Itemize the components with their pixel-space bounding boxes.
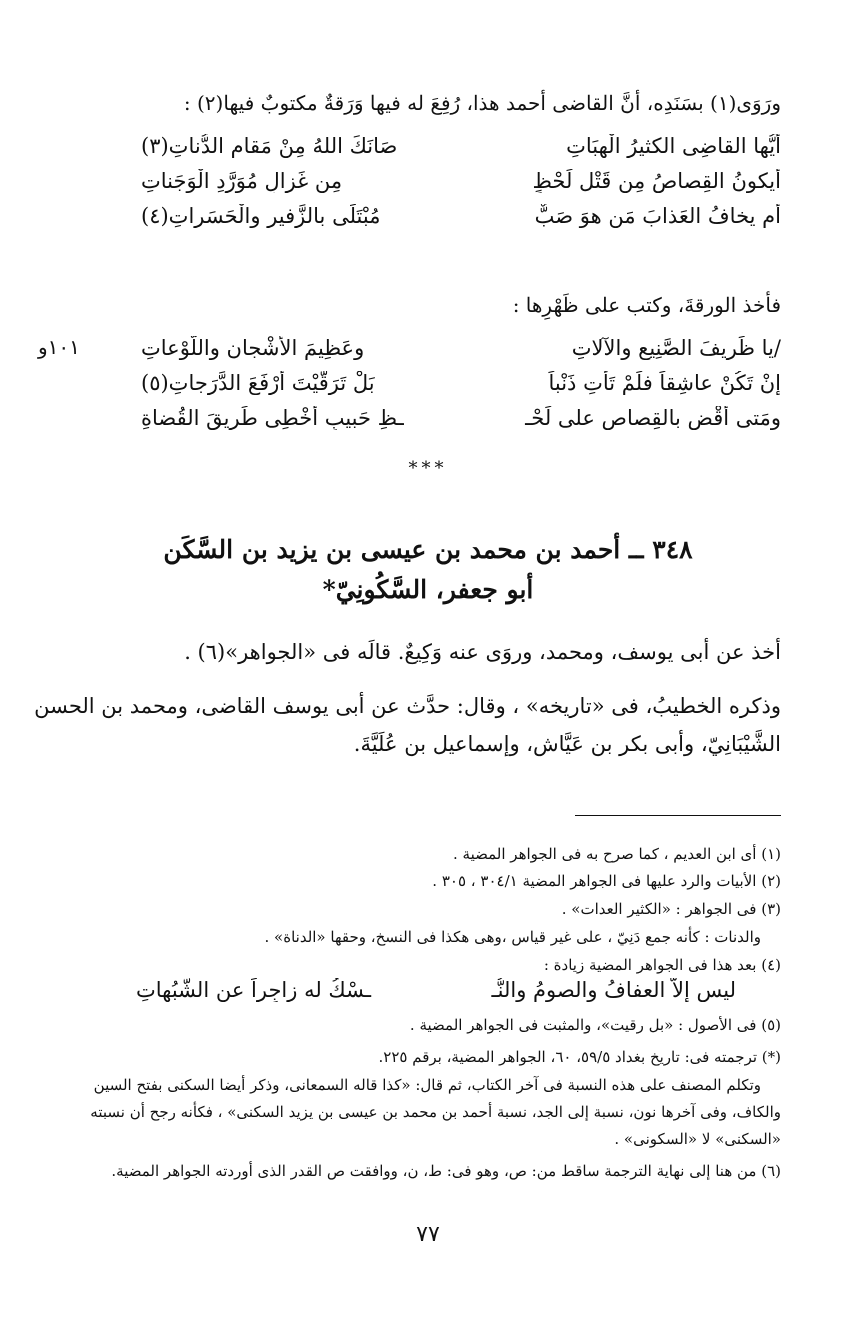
- footnote: (*) ترجمته فى: تاريخ بغداد ٥٩/٥، ٦٠، الجواهر المضية، برقم ٢٢٥.: [378, 1048, 781, 1066]
- footnote-continuation: «السكنى» لا «السكونى» .: [614, 1130, 781, 1148]
- verse-line: [141, 365, 781, 400]
- verse-line: [141, 400, 781, 435]
- verse-line: [141, 163, 781, 198]
- folio-margin-note: ١٠١و: [38, 335, 80, 359]
- body-paragraph: وذكره الخطيبُ، فى «تاريخه» ، وقال: حدَّث عن أبى يوسف القاضى، ومحمد بن الحسن: [34, 694, 781, 718]
- verse-second-hemistich: ـظِ حَبيبٍ أُخْطِى طَرِيقَ القُضاةِ: [141, 405, 404, 430]
- footnote-continuation: والدنات : كأنه جمع دَنِيّ ، على غير قياس ،وهى هكذا فى النسخ، وحقها «الدناة» .: [264, 928, 761, 946]
- entry-title: ٣٤٨ ــ أحمد بن محمد بن عيسى بن يزيد بن السَّكَن: [163, 535, 693, 564]
- intro-line: ورَوَى(١) بسَنَدِه، أنَّ القاضى أحمد هذا، رُفِعَ له فيها وَرَقةٌ مكتوبٌ فيها(٢) :: [183, 91, 781, 115]
- verse-second-hemistich: صَانَكَ اللهُ مِنْ مَقامِ الدُّناتِ(٣): [141, 133, 398, 158]
- verse-second-hemistich: ـسْكُ له زاجِراً عن الشُّبُهاتِ: [136, 978, 371, 1002]
- footnote-verse: [136, 978, 736, 1002]
- verse-line: [141, 128, 781, 163]
- page-number: ٧٧: [416, 1222, 440, 1247]
- footnote: (٣) فى الجواهر : «الكثير العدات» .: [561, 900, 781, 918]
- verse-second-hemistich: بَلْ تَرَقَّيْتَ أرْفَعَ الدَّرَجاتِ(٥): [141, 370, 375, 395]
- footnote: (٤) بعد هذا فى الجواهر المضية زيادة :: [543, 956, 781, 974]
- footnote: (٦) من هنا إلى نهاية الترجمة ساقط من: ص، وهو فى: ط، ن، ووافقت ص القدر الذى أوردته الجواهر المضية.: [111, 1162, 781, 1180]
- verse-line: [141, 198, 781, 233]
- verse-first-hemistich: ليس إلاَّ العفافُ والصومُ والنُّـ: [491, 978, 736, 1002]
- entry-subtitle: أبو جعفر، السَّكُونِيّ*: [322, 575, 534, 604]
- body-paragraph: أخذ عن أبى يوسف، ومحمد، وروَى عنه وَكِيعٌ. قالَه فى «الجواهر»(٦) .: [184, 640, 781, 664]
- verse-first-hemistich: /يا ظَرِيفَ الصَّنِيعِ والآلاتِ: [571, 335, 781, 360]
- verse-second-hemistich: مِن غَزالٍ مُوَرَّدِ الْوَجَناتِ: [141, 168, 343, 193]
- footnote-continuation: والكاف، وفى آخرها نون، نسبة إلى الجد، نسبة أحمد بن محمد بن عيسى بن يزيد السكنى» ، فكأنه رجح أن نسبته: [90, 1103, 781, 1121]
- poem-1: [141, 128, 781, 233]
- verse-line: [141, 330, 781, 365]
- footnote: (٥) فى الأصول : «بل رقيت»، والمثبت فى الجواهر المضية .: [409, 1016, 781, 1034]
- verse-first-hemistich: ومَتى أقْضِ بالقِصاصِ على لَحْـ: [525, 405, 781, 430]
- verse-second-hemistich: مُبْتَلًى بالزَّفيرِ والْحَسَراتِ(٤): [141, 203, 381, 228]
- footnote: (١) أى ابن العديم ، كما صرح به فى الجواهر المضية .: [453, 845, 781, 863]
- section-separator-stars: ***: [408, 458, 448, 479]
- verse-first-hemistich: إنْ تَكُنْ عاشِقاً فلَمْ تَأْتِ ذَنْباً: [548, 370, 781, 395]
- verse-first-hemistich: أيُّها القاضِى الكثيرُ الْهِبَاتِ: [566, 133, 781, 158]
- poem-2: [141, 330, 781, 435]
- verse-second-hemistich: وعَظِيمَ الأَشْجانِ واللَّوْعاتِ: [141, 335, 365, 360]
- footnote: (٢) الأبيات والرد عليها فى الجواهر المضية ٣٠٤/١ ، ٣٠٥ .: [432, 872, 781, 890]
- body-paragraph: الشَّيْبَانِيّ، وأبى بكر بن عَيَّاش، وإسماعيل بن عُلَيَّةَ.: [353, 732, 781, 756]
- footnote-divider: [575, 815, 781, 816]
- second-line: فأخذ الورقةَ، وكتب على ظَهْرِها :: [512, 293, 781, 317]
- footnote-continuation: وتكلم المصنف على هذه النسبة فى آخر الكتاب، ثم قال: «كذا قاله السمعانى، وذكر أيضا السكنى بفتح السين: [93, 1076, 761, 1094]
- verse-first-hemistich: أم يخافُ العَذابَ مَن هوَ صَبٌّ: [534, 203, 781, 228]
- verse-first-hemistich: أيكونُ القِصاصُ مِن قَتْلِ لَحْظٍ: [532, 168, 781, 193]
